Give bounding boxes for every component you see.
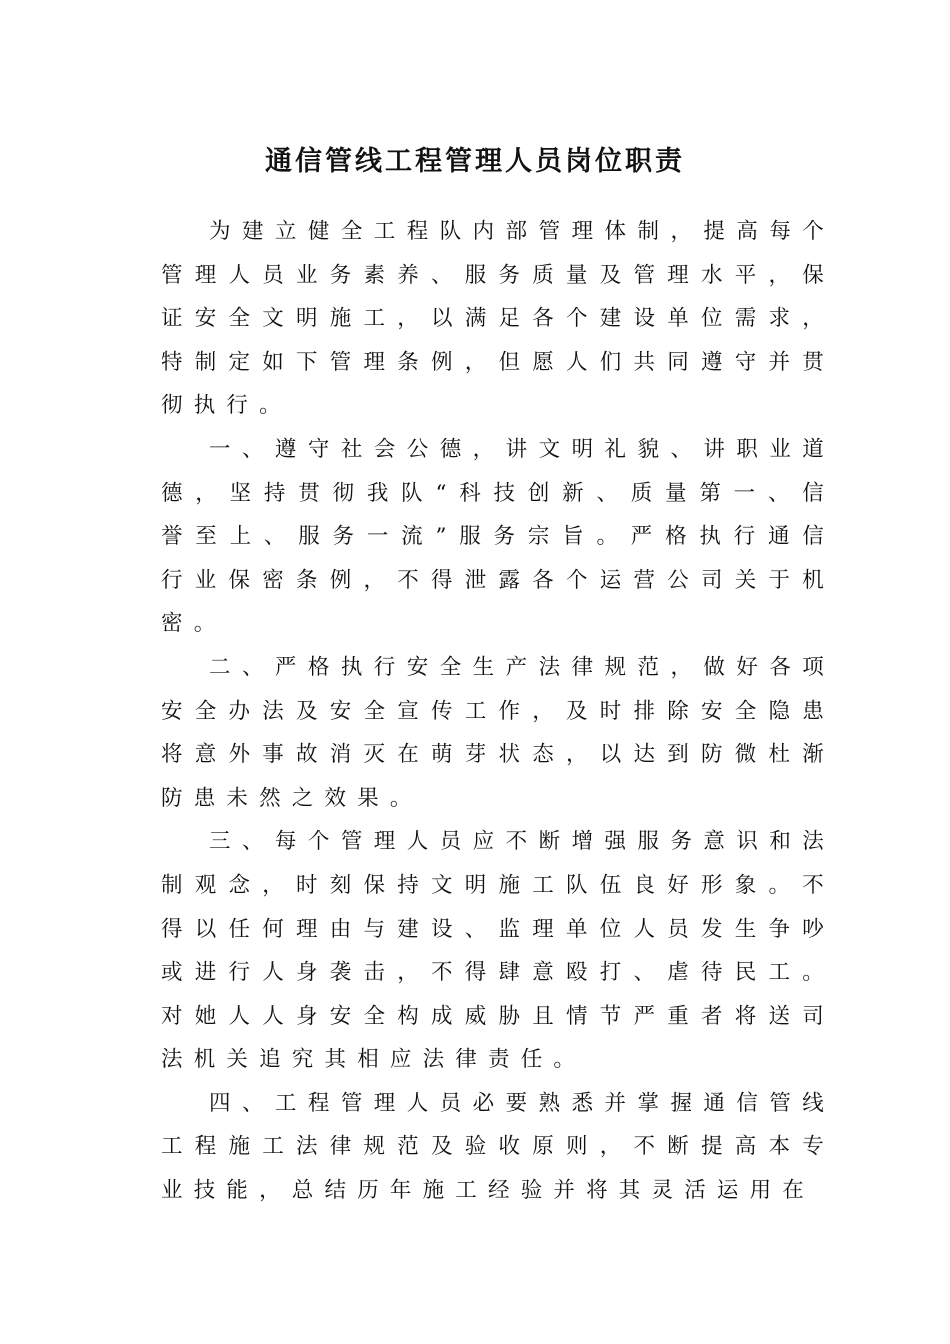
intro-paragraph: 为建立健全工程队内部管理体制，提高每个管理人员业务素养、服务质量及管理水平，保证安全文明施工，以满足各个建设单位需求，特制定如下管理条例，但愿人们共同遵守并贯彻执行。 [161, 219, 835, 419]
clause-3-paragraph: 三、每个管理人员应不断增强服务意识和法制观念，时刻保持文明施工队伍良好形象。不得以任何理由与建设、监理单位人员发生争吵或进行人身袭击，不得肆意殴打、虐待民工。对她人人身安全构成威胁且情节严重者将送司法机关追究其相应法律责任。 [161, 829, 835, 1073]
clause-1-paragraph: 一、遵守社会公德，讲文明礼貌、讲职业道德，坚持贯彻我队“科技创新、质量第一、信誉至上、服务一流”服务宗旨。严格执行通信行业保密条例，不得泄露各个运营公司关于机密。 [161, 436, 835, 637]
clause-2-paragraph: 二、严格执行安全生产法律规范，做好各项安全办法及安全宣传工作，及时排除安全隐患将意外事故消灭在萌芽状态，以达到防微杜渐防患未然之效果。 [161, 654, 835, 811]
clause-4-paragraph: 四、工程管理人员必要熟悉并掌握通信管线工程施工法律规范及验收原则，不断提高本专业技能，总结历年施工经验并将其灵活运用在 [161, 1090, 835, 1204]
document-body [161, 210, 835, 1213]
document-title: 通信管线工程管理人员岗位职责 [265, 146, 685, 177]
